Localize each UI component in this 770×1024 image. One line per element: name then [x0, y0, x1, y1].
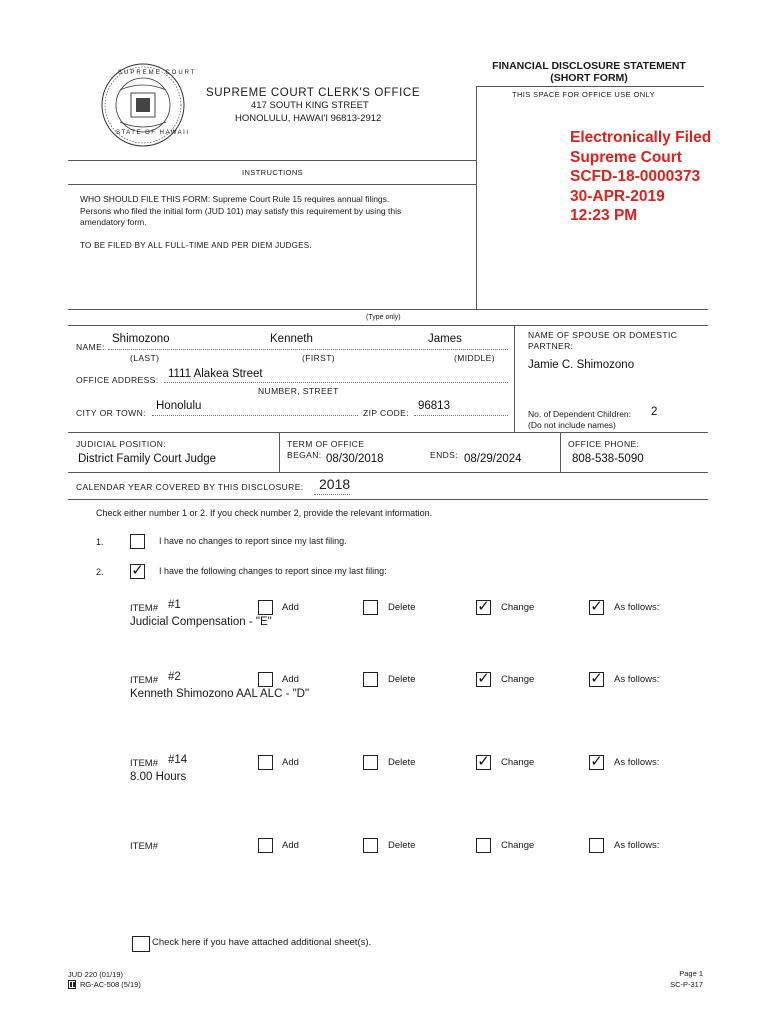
option2-number: 2. — [96, 567, 104, 577]
spouse-label: NAME OF SPOUSE OR DOMESTIC PARTNER: — [528, 330, 678, 351]
as-follows-label: As follows: — [614, 757, 660, 768]
option1-text: I have no changes to report since my last filing. — [159, 536, 347, 546]
year-field[interactable]: 2018 — [319, 476, 351, 492]
change-label: Change — [501, 602, 535, 613]
check-mark: ✓ — [477, 598, 490, 615]
city-label: CITY OR TOWN: — [76, 408, 146, 418]
check-mark: ✓ — [477, 670, 490, 687]
term-label: TERM OF OFFICE — [287, 439, 365, 449]
delete-checkbox[interactable] — [363, 672, 378, 687]
last-name-field[interactable]: Shimozono — [112, 333, 170, 345]
item-number[interactable]: #1 — [168, 599, 181, 611]
as-follows-label: As follows: — [614, 674, 660, 685]
add-checkbox[interactable] — [258, 600, 273, 615]
seal-top-text: SUPREME COURT — [118, 70, 197, 76]
no-changes-checkbox[interactable] — [130, 534, 145, 549]
as-follows-label: As follows: — [614, 602, 660, 613]
first-label: (FIRST) — [302, 353, 336, 363]
delete-label: Delete — [388, 757, 416, 768]
as-follows-label: As follows: — [614, 840, 660, 851]
year-label: CALENDAR YEAR COVERED BY THIS DISCLOSURE: — [76, 482, 304, 492]
change-label: Change — [501, 674, 535, 685]
dependents-field[interactable]: 2 — [651, 406, 658, 418]
add-checkbox[interactable] — [258, 672, 273, 687]
item-label: ITEM# — [130, 758, 158, 769]
item-number[interactable]: #2 — [168, 671, 181, 683]
office-address-line2: HONOLULU, HAWAI'I 96813-2912 — [235, 113, 382, 124]
check-mark: ✓ — [590, 753, 603, 770]
delete-label: Delete — [388, 840, 416, 851]
number-street-label: NUMBER, STREET — [258, 386, 339, 396]
dependents-label: No. of Dependent Children: — [528, 409, 632, 419]
instructions-text: WHO SHOULD FILE THIS FORM: Supreme Court Rule 15 requires annual filings. Persons who filed the initial form (JUD 101) may satisfy this requirement by using this amendatory form. — [80, 194, 402, 227]
form-title: FINANCIAL DISCLOSURE STATEMENT (SHORT FORM) — [492, 60, 686, 84]
last-label: (LAST) — [130, 353, 160, 363]
delete-checkbox[interactable] — [363, 755, 378, 770]
zip-field[interactable]: 96813 — [418, 400, 450, 412]
office-address-field[interactable]: 1111 Alakea Street — [168, 368, 263, 380]
ends-field[interactable]: 08/29/2024 — [464, 453, 522, 465]
middle-name-field[interactable]: James — [428, 333, 462, 345]
office-name: SUPREME COURT CLERK'S OFFICE — [206, 87, 421, 99]
filing-stamp: Electronically Filed Supreme Court SCFD-18-0000373 30-APR-2019 12:23 PM — [570, 129, 712, 224]
dependents-note: (Do not include names) — [528, 420, 616, 430]
began-label: BEGAN: — [287, 450, 322, 460]
add-label: Add — [282, 674, 299, 685]
delete-label: Delete — [388, 674, 416, 685]
rg-id: RG-AC-508 (5/19) — [80, 980, 141, 989]
add-label: Add — [282, 602, 299, 613]
type-only-note: (Type only) — [366, 314, 401, 321]
add-checkbox[interactable] — [258, 755, 273, 770]
item-label: ITEM# — [130, 675, 158, 686]
judicial-position-field[interactable]: District Family Court Judge — [78, 453, 217, 465]
add-label: Add — [282, 840, 299, 851]
change-label: Change — [501, 840, 535, 851]
item-number[interactable]: #14 — [168, 754, 188, 766]
form-id: JUD 220 (01/19) — [68, 970, 124, 979]
phone-label: OFFICE PHONE: — [568, 439, 640, 449]
attached-sheets-label: Check here if you have attached additional sheet(s). — [152, 937, 372, 948]
barcode-icon — [68, 980, 76, 989]
attached-sheets-checkbox[interactable] — [132, 936, 150, 952]
judicial-position-label: JUDICIAL POSITION: — [76, 439, 167, 449]
add-checkbox[interactable] — [258, 838, 273, 853]
item-label: ITEM# — [130, 841, 158, 852]
option1-number: 1. — [96, 537, 104, 547]
instructions-heading: INSTRUCTIONS — [242, 168, 304, 177]
instructions-who: TO BE FILED BY ALL FULL-TIME AND PER DIEM JUDGES. — [80, 241, 312, 250]
first-name-field[interactable]: Kenneth — [270, 333, 313, 345]
office-address-line1: 417 SOUTH KING STREET — [251, 100, 369, 111]
office-use-label: THIS SPACE FOR OFFICE USE ONLY — [512, 90, 655, 99]
add-label: Add — [282, 757, 299, 768]
check-mark: ✓ — [590, 670, 603, 687]
item-description[interactable]: 8.00 Hours — [130, 771, 187, 783]
page-number: Page 1 — [679, 969, 703, 978]
phone-field[interactable]: 808-538-5090 — [572, 453, 644, 465]
seal-bottom-text: STATE OF HAWAII — [116, 130, 190, 136]
check-mark: ✓ — [590, 598, 603, 615]
office-address-label: OFFICE ADDRESS: — [76, 375, 159, 385]
check-mark: ✓ — [131, 562, 144, 579]
check-mark: ✓ — [477, 753, 490, 770]
as-follows-checkbox[interactable] — [589, 838, 604, 853]
ends-label: ENDS: — [430, 450, 458, 460]
name-label: NAME: — [76, 342, 105, 352]
choice-instruction: Check either number 1 or 2. If you check number 2, provide the relevant information. — [96, 508, 433, 518]
form-code: SC-P-317 — [670, 980, 703, 989]
change-label: Change — [501, 757, 535, 768]
item-description[interactable]: Kenneth Shimozono AAL ALC - "D" — [130, 688, 310, 700]
option2-text: I have the following changes to report since my last filing: — [159, 566, 387, 576]
city-field[interactable]: Honolulu — [156, 400, 202, 412]
item-label: ITEM# — [130, 603, 158, 614]
item-description[interactable]: Judicial Compensation - "E" — [130, 616, 272, 628]
middle-label: (MIDDLE) — [454, 353, 495, 363]
delete-checkbox[interactable] — [363, 838, 378, 853]
spouse-name-field[interactable]: Jamie C. Shimozono — [528, 359, 635, 371]
change-checkbox[interactable] — [476, 838, 491, 853]
zip-label: ZIP CODE: — [363, 408, 409, 418]
delete-checkbox[interactable] — [363, 600, 378, 615]
began-field[interactable]: 08/30/2018 — [326, 453, 384, 465]
delete-label: Delete — [388, 602, 416, 613]
